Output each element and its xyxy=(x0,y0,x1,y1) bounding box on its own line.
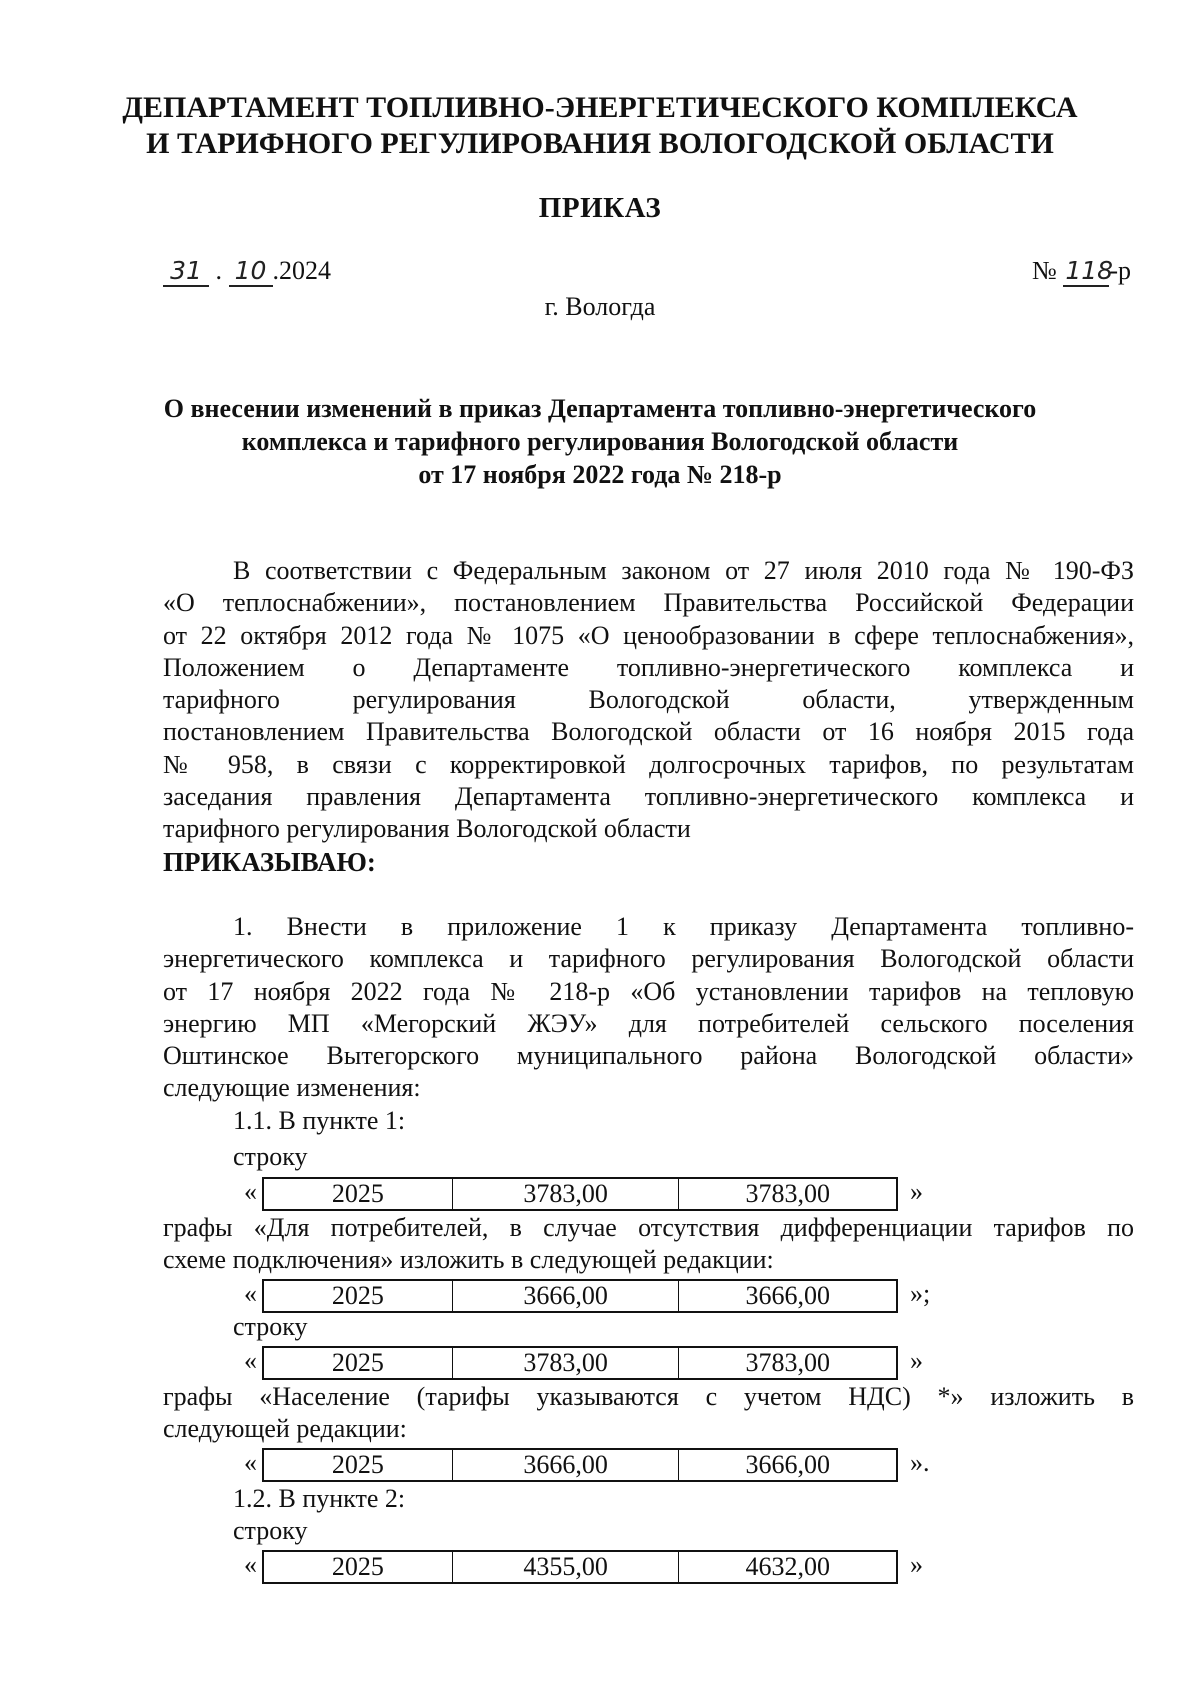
graph2-line1: графы «Население (тарифы указываются с учетом НДС) *» изложить в xyxy=(163,1382,1134,1411)
preamble-line: тарифного регулирования Вологодской области xyxy=(163,814,691,844)
tariff-row xyxy=(262,1448,898,1482)
order-date: 31 . 10 .2024 xyxy=(163,256,331,287)
date-day-handwritten: 31 xyxy=(163,256,209,287)
graph2-line2: следующей редакции: xyxy=(163,1414,407,1443)
preamble-line: № 958, в связи с корректировкой долгосрочных тарифов, по результатам xyxy=(163,749,1134,779)
item1-line: 1. Внести в приложение 1 к приказу Департамента топливно- xyxy=(233,912,1134,941)
row-value2: 4632,00 xyxy=(745,1552,830,1581)
open-quote: « xyxy=(244,1177,257,1206)
row-year: 2025 xyxy=(264,1348,453,1378)
row-year: 2025 xyxy=(264,1552,453,1582)
order-word: ПРИКАЗЫВАЮ: xyxy=(163,846,376,877)
item1-line: энергию МП «Мегорский ЖЭУ» для потребителей сельского поселения xyxy=(163,1008,1134,1038)
preamble-line: постановлением Правительства Вологодской области от 16 ноября 2015 года xyxy=(163,717,1134,747)
row-year: 2025 xyxy=(264,1450,453,1480)
row-word: строку xyxy=(233,1142,308,1171)
preamble-line: заседания правления Департамента топливно-энергетического комплекса и xyxy=(163,782,1134,812)
open-quote: « xyxy=(244,1550,257,1579)
item1-line: энергетического комплекса и тарифного регулирования Вологодской области xyxy=(163,944,1134,974)
department-name-line2: И ТАРИФНОГО РЕГУЛИРОВАНИЯ ВОЛОГОДСКОЙ ОБЛАСТИ xyxy=(146,127,1054,160)
preamble-paragraph xyxy=(163,555,1134,878)
tariff-row xyxy=(262,1550,898,1584)
open-quote: « xyxy=(244,1448,257,1477)
number-suffix: -р xyxy=(1109,256,1131,285)
row-value1: 4355,00 xyxy=(453,1552,680,1582)
close-quote: » xyxy=(910,1177,923,1206)
sub1-title: 1.1. В пункте 1: xyxy=(233,1105,406,1135)
item1-paragraph xyxy=(163,911,1134,1137)
preamble-line: Положением о Департаменте топливно-энергетического комплекса и xyxy=(163,652,1134,682)
row-value1: 3666,00 xyxy=(453,1281,680,1311)
sub2-title: 1.2. В пункте 2: xyxy=(233,1484,406,1513)
doc-type-title: ПРИКАЗ xyxy=(538,192,662,224)
item1-line: Оштинское Вытегорского муниципального района Вологодской области» xyxy=(163,1041,1134,1071)
graph1-line2: схеме подключения» изложить в следующей редакции: xyxy=(163,1245,774,1274)
item1-line: от 17 ноября 2022 года № 218-р «Об установлении тарифов на тепловую xyxy=(163,976,1134,1006)
preamble-line: В соответствии с Федеральным законом от 27 июля 2010 года № 190-ФЗ xyxy=(233,556,1134,585)
row-word: строку xyxy=(233,1516,308,1545)
city: г. Вологда xyxy=(544,292,656,321)
row-value2: 3783,00 xyxy=(745,1179,830,1208)
tariff-row xyxy=(262,1177,898,1211)
row-value2: 3783,00 xyxy=(745,1348,830,1377)
order-number xyxy=(1032,256,1131,287)
close-quote: »; xyxy=(910,1279,931,1308)
row-value1: 3783,00 xyxy=(453,1348,680,1378)
number-handwritten: 118 xyxy=(1065,256,1114,285)
subject-line1: О внесении изменений в приказ Департамента топливно-энергетического xyxy=(163,394,1037,423)
close-quote: » xyxy=(910,1550,923,1579)
open-quote: « xyxy=(244,1279,257,1308)
row-value2: 3666,00 xyxy=(745,1281,830,1310)
preamble-line: от 22 октября 2012 года № 1075 «О ценообразовании в сфере теплоснабжения», xyxy=(163,620,1134,650)
row-value2: 3666,00 xyxy=(745,1450,830,1479)
date-month-handwritten: 10 xyxy=(229,256,273,287)
row-year: 2025 xyxy=(264,1281,453,1311)
tariff-row xyxy=(262,1279,898,1313)
item1-line: следующие изменения: xyxy=(163,1073,421,1103)
close-quote: ». xyxy=(910,1448,930,1477)
open-quote: « xyxy=(244,1346,257,1375)
close-quote: » xyxy=(910,1346,923,1375)
row-value1: 3666,00 xyxy=(453,1450,680,1480)
subject-line2: комплекса и тарифного регулирования Вологодской области xyxy=(241,427,959,456)
row-value1: 3783,00 xyxy=(453,1179,680,1209)
graph1-line1: графы «Для потребителей, в случае отсутствия дифференциации тарифов по xyxy=(163,1213,1134,1242)
row-year: 2025 xyxy=(264,1179,453,1209)
tariff-row xyxy=(262,1346,898,1380)
row-word: строку xyxy=(233,1312,308,1341)
date-year: .2024 xyxy=(272,256,331,285)
number-prefix: № xyxy=(1032,256,1057,285)
preamble-line: «О теплоснабжении», постановлением Правительства Российской Федерации xyxy=(163,588,1134,618)
subject-line3: от 17 ноября 2022 года № 218-р xyxy=(418,460,782,489)
department-name-line1: ДЕПАРТАМЕНТ ТОПЛИВНО-ЭНЕРГЕТИЧЕСКОГО КОМПЛЕКСА xyxy=(122,91,1078,124)
preamble-line: тарифного регулирования Вологодской области, утвержденным xyxy=(163,685,1134,715)
